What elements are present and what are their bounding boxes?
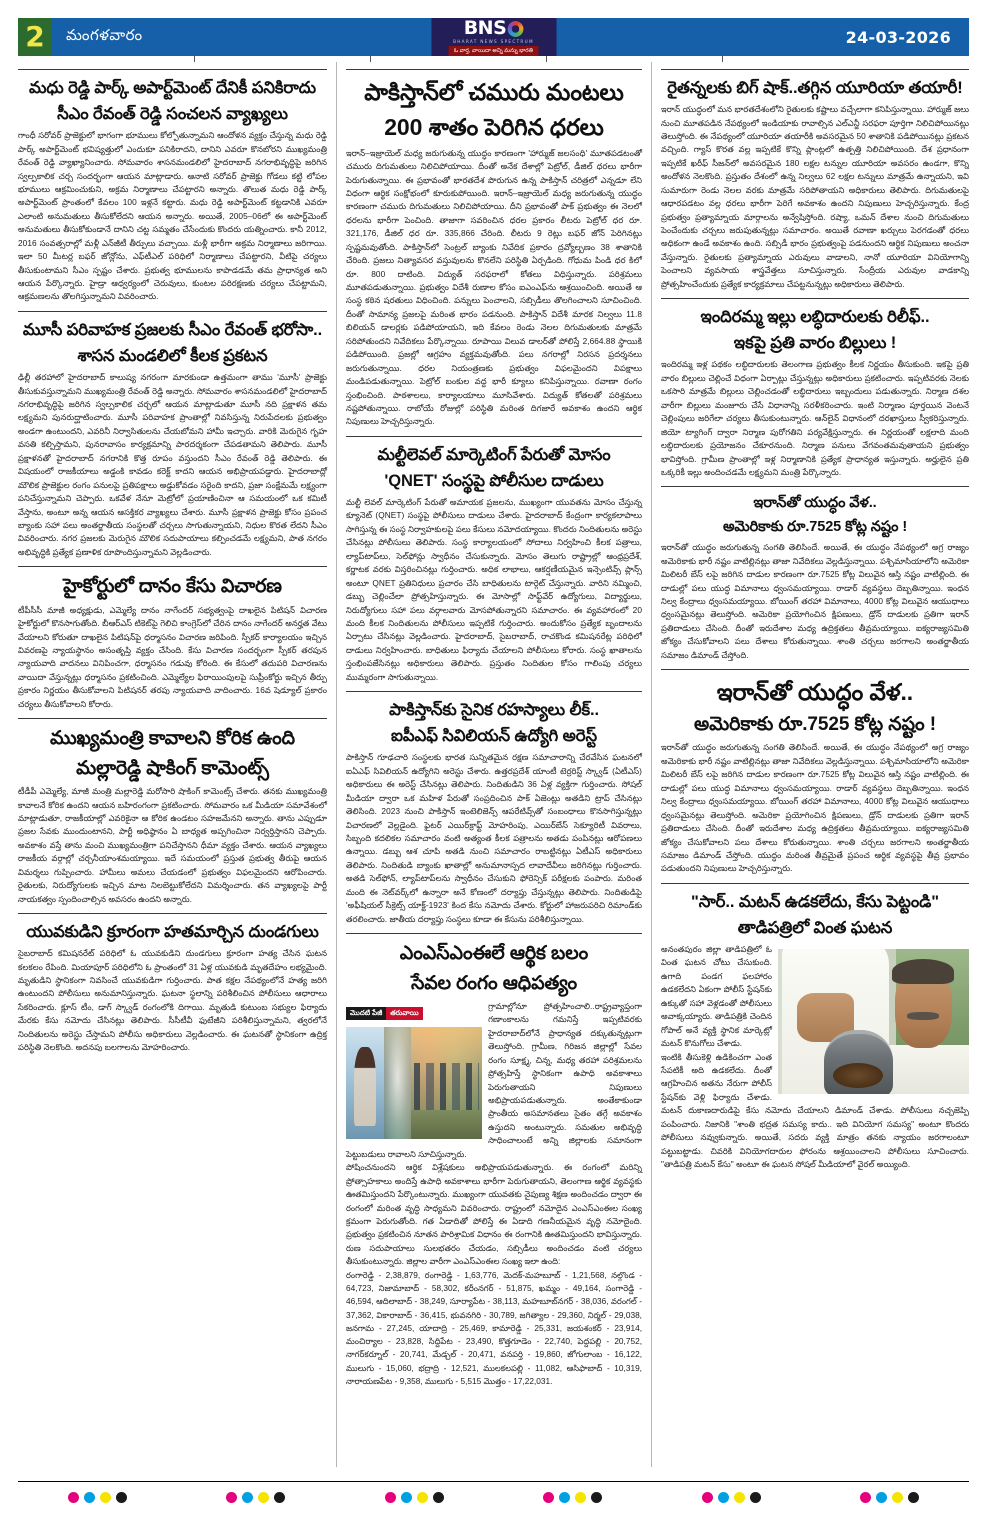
article-msme-economy [346,941,642,1388]
divider [661,669,969,670]
reg-dot-yellow [892,1492,903,1503]
reg-dot-cyan [84,1492,95,1503]
article-pakistan-oil-prices [346,77,642,429]
divider [661,486,969,487]
reg-dot-cyan [401,1492,412,1503]
reg-dot-black [116,1492,127,1503]
article-body: ఇందిరమ్మ ఇళ్ల పథకం లబ్ధిదారులకు తెలంగాణ ప్రభుత్వం కీలక నిర్ణయం తీసుకుంది. ఇకపై ప్రతి వారం బిల్లులు చెల్లించే విధంగా ఏర్పాట్లు చేస్తున్నట్లు అధికారులు ప్రకటించారు. ఇప్పటివరకు నెలకు ఒకసారి మాత్రమే బిల్లులు చెల్లించడంతో లబ్ధిదారులు ఇబ్బందులు పడుతున్నారు. నిర్మాణ దశల వారీగా బిల్లులు మంజూరు చేసే విధానాన్ని సరళీకరించారు. ఇంటి నిర్మాణం పూర్తయిన వెంటనే చెల్లింపులు జరిగేలా చర్యలు తీసుకుంటున్నారు. ఆన్‌లైన్ విధానంలో దరఖాస్తులు స్వీకరిస్తున్నారు. జియో ట్యాగింగ్ ద్వారా నిర్మాణ పురోగతిని పర్యవేక్షిస్తున్నారు. ఈ నిర్ణయంతో లక్షలాది మంది లబ్ధిదారులకు ప్రయోజనం చేకూరనుంది. నిర్మాణ పనులు వేగవంతమవుతాయని ప్రభుత్వం భావిస్తోంది. గ్రామీణ ప్రాంతాల్లో ఇళ్ల నిర్మాణానికి ప్రత్యేక ప్రాధాన్యత ఇస్తున్నారు. అర్హులైన ప్రతి ఒక్కరికీ ఇల్లు అందించడమే లక్ష్యమని మంత్రి పేర్కొన్నారు. [661,359,969,477]
article-body: మల్టీ లెవల్ మార్కెటింగ్ పేరుతో అమాయక ప్రజలను, ముఖ్యంగా యువతను మోసం చేస్తున్న క్యూనెట్ (QNET) సంస్థపై పోలీసులు దాడులు చేశారు. హైదరాబాద్ కేంద్రంగా కార్యకలాపాలు సాగిస్తున్న ఈ సంస్థ నిర్వాహకులపై పలు కేసులు నమోదయ్యాయి. కొందరు నిందితులను అరెస్టు చేసినట్లు పోలీసులు తెలిపారు. సంస్థ కార్యాలయంలో సోదాలు నిర్వహించి కీలక పత్రాలు, ల్యాప్‌టాప్‌లు, సెల్‌ఫోన్లు స్వాధీనం చేసుకున్నారు. మోసం తెలుగు రాష్ట్రాల్లో ఆంధ్రప్రదేశ్, కర్ణాటక వరకు విస్తరించినట్లు గుర్తించారు. అధిక లాభాలు, ఆకర్షణీయమైన ఇన్సెంటివ్స్ ప్లాన్స్ అంటూ QNET ప్రతినిధులు ప్రచారం చేసి బాధితులను టార్గెట్ చేస్తున్నారు. వారిని నమ్మించి, డబ్బు చెల్లించేలా ప్రోత్సహిస్తున్నారు. ఈ మోసాల్లో సాఫ్ట్‌వేర్ ఉద్యోగులు, విద్యార్థులు, నిరుద్యోగులు సహా పలు వర్గాలవారు మోసపోతున్నారని సమాచారం. ఈ వ్యవహారంలో 20 మంది కీలక నిందితులను పోలీసులు ఇప్పటికే గుర్తించారు. అందుకోసం ప్రత్యేక బృందాలను ఏర్పాటు చేసినట్లు వెల్లడించారు. హైదరాబాద్, సైబరాబాద్, రాచకొండ కమిషనరేట్ల పరిధిలో దాడులు నిర్వహించారు. బాధితులు ఫిర్యాదు చేయాలని పోలీసులు కోరారు. సంస్థ ఖాతాలను స్తంభింపజేసినట్లు అధికారులు తెలిపారు. ప్రస్తుతం నిందితుల కోసం గాలింపు చర్యలు ముమ్మరంగా సాగుతున్నాయి. [346,497,642,682]
headline-primary: "సార్.. మటన్ ఉడకలేదు, కేసు పెట్టండి" [691,892,939,911]
reg-dot-magenta [543,1492,554,1503]
registration-group [385,1492,444,1503]
msme-photo-block [346,1002,482,1144]
reg-dot-yellow [100,1492,111,1503]
photo-second-person-body [889,1045,969,1094]
headline-secondary: సేవల రంగం ఆధిపత్యం [410,972,578,994]
logo-letters: BNS [463,17,507,39]
article-body: పాకిస్తాన్ గూఢచారి సంస్థలకు భారత సున్నితమైన రక్షణ సమాచారాన్ని చేరవేసిన ఘటనలో ఐఏఎఫ్ సివిలియన్ ఉద్యోగిని అరెస్టు చేశారు. ఉత్తరప్రదేశ్ యాంటీ టెర్రరిస్ట్ స్క్వాడ్ (ఏటీఎస్) అధికారులు ఈ అరెస్ట్ చేసినట్లు తెలిపారు. నిందితుడిని 36 ఏళ్ల వ్యక్తిగా గుర్తించారు. సోషల్ మీడియా ద్వారా ఒక మహిళ పేరుతో సంప్రదించిన పాక్ ఏజెంట్లు అతడిని ట్రాప్ చేసినట్లు తెలిసింది. 2023 నుంచి పాకిస్తాన్ ఇంటెలిజెన్స్ ఆపరేటివ్స్‌తో సంబంధాలు కొనసాగిస్తున్నట్లు విచారణలో వెల్లడైంది. ఫైటర్ ఎయిర్‌క్రాఫ్ట్ మోహరింపు, ఎయిర్‌బేస్ సెక్యూరిటీ వివరాలు, సిబ్బంది కదలికల సమాచారం వంటి అత్యంత కీలక పత్రాలను అతడు పంపినట్లు ఆరోపణలు ఉన్నాయి. డబ్బు ఆశ చూపి అతడి నుంచి సమాచారం రాబట్టినట్లు ఏటీఎస్ అధికారులు తెలిపారు. నిందితుడి బ్యాంకు ఖాతాల్లో అనుమానాస్పద లావాదేవీలు జరిగినట్లు గుర్తించారు. అతడి సెల్‌ఫోన్, ల్యాప్‌టాప్‌లను స్వాధీనం చేసుకుని ఫోరెన్సిక్ పరీక్షలకు పంపారు. మరింత మంది ఈ నెట్‌వర్క్‌లో ఉన్నారా అనే కోణంలో దర్యాప్తు చేస్తున్నట్లు తెలిపారు. నిందితుడిపై 'అఫీషియల్ సీక్రెట్స్ యాక్ట్-1923' కింద కేసు నమోదు చేశారు. కోర్టులో హాజరుపరిచి రిమాండ్‌కు తరలించారు. జాతీయ దర్యాప్తు సంస్థలు కూడా ఈ కేసును పరిశీలిస్తున్నాయి. [346,752,642,924]
bns-logo [431,18,556,56]
article-body: పోషించనుందని ఆర్థిక విశ్లేషకులు అభిప్రాయపడుతున్నారు. ఈ రంగంలో మరిన్ని ప్రోత్సాహకాలు అందిస్తే ఉపాధి అవకాశాలు భారీగా పెరుగుతాయని, తెలంగాణ ఆర్థిక వ్యవస్థకు ఊతమిస్తుందని పేర్కొంటున్నారు. ముఖ్యంగా యువతకు నైపుణ్య శిక్షణ అందించడం ద్వారా ఈ రంగంలో మరింత వృద్ధి సాధ్యమని వివరించారు. రాష్ట్రంలో నమోదైన ఎంఎస్ఎంఈల సంఖ్య క్రమంగా పెరుగుతోంది. గత ఏడాదితో పోలిస్తే ఈ ఏడాది గణనీయమైన వృద్ధి నమోదైంది. ప్రభుత్వం ప్రకటించిన నూతన పారిశ్రామిక విధానం ఈ రంగానికి ఊతమిస్తుందని భావిస్తున్నారు. రుణ సదుపాయాలు సులభతరం చేయడం, సబ్సిడీలు అందించడం వంటి చర్యలు తీసుకుంటున్నారు. జిల్లాల వారీగా ఎంఎస్ఎంఈల సంఖ్య ఇలా ఉంది: [346,1162,642,1267]
registration-group [860,1492,919,1503]
reg-dot-magenta [226,1492,237,1503]
reg-dot-cyan [242,1492,253,1503]
article-body-intro: గ్రామాల్లోనూ ప్రోత్సహించాలి..రాష్ట్రవ్యాప్తంగా గణాంకాలను గమనిస్తే ఇప్పటివరకు హైదరాబాద్‌లోనే ప్రాధాన్యత దక్కుతున్నట్లుగా తెలుస్తోంది. గ్రామీణ, గిరిజన జిల్లాల్లో సేవల రంగం సూక్ష్మ, చిన్న, మధ్య తరహా పరిశ్రమలను ప్రోత్సహిస్తే స్థానికంగా ఉపాధి అవకాశాలు పెరుగుతాయని నిపుణులు అభిప్రాయపడుతున్నారు. అంతేకాకుండా ప్రాంతీయ అసమానతలు సైతం తగ్గే అవకాశం ఉస్తుదని అంటున్నారు. సమతుల అభివృద్ధి సాధించాలంటే అన్ని జిల్లాలకు సమానంగా పెట్టుబడులు రావాలని సూచిస్తున్నారు. [346,1000,642,1159]
headline-primary: రైతన్నలకు బిగ్ షాక్..తగ్గిన యూరియా తయారీ! [667,79,963,97]
headline-primary: హైకోర్టులో దానం కేసు విచారణ [63,576,282,598]
headline-primary: ముఖ్యమంత్రి కావాలని కోరిక ఉంది [49,728,295,750]
badge-part-2: తరువాయి [386,1007,422,1020]
logo-subtitle: BHARAT NEWS SPECTRUM [453,39,534,44]
reg-dot-cyan [718,1492,729,1503]
divider [346,69,642,70]
headline-primary: ఇందిరమ్మ ఇల్లు లబ్ధిదారులకు రిలీఫ్.. [700,308,930,327]
man-with-pot-photo [778,949,969,1094]
reg-dot-black [274,1492,285,1503]
headline-primary: పాకిస్తాన్‌కు సైనిక రహస్యాలు లీక్.. [389,701,599,720]
article-qnet-raids [346,444,642,684]
divider [346,691,642,692]
badge-part-1: మొదటి పేజీ [346,1007,386,1020]
article-body: ఇరాన్ యుద్ధంలో మన భారతదేశంలోని రైతులకు కష్టాలు వచ్చేలాగా కనిపిస్తున్నాయి. హార్ముజ్ జలు నుంచి మూతపడిన నేపథ్యంలో ఇండియాకు రావాల్సిన ఎల్ఎన్జీ సరఫరా పూర్తిగా నిలిచిపోయినట్లు తెలుస్తోంది. ఈ నేపథ్యంలో యూరియా తయారీకి అవసరమైన 50 శాతానికి పడిపోయినట్లు ప్రకటన వచ్చింది. గ్యాస్ కొరత వల్ల ఇప్పటికే కొన్ని ప్లాంట్లలో ఉత్పత్తి నిలిచిపోయింది. దేశ ప్రధానంగా ఇప్పటికే ఖరీఫ్ సీజన్‌లో అవసరమైన 180 లక్షల టన్నుల యూరియా అవసరం ఉండగా, కొన్ని అందోళన నెలకొంది. ప్రస్తుతం దేశంలో ఉన్న నిల్వలు 62 లక్షల టన్నులు మాత్రమే ఉన్నాయని, ఇవి సుమారుగా రెండు నెలల వరకు మాత్రమే సరిపోతాయని అధికారులు తెలిపారు. దిగుమతులపై ఆధారపడటం వల్ల ధరలు భారీగా పెరిగే అవకాశం ఉందని నిపుణులు హెచ్చరిస్తున్నారు. కేంద్ర ప్రభుత్వం ప్రత్యామ్నాయ మార్గాలను అన్వేషిస్తోంది. రష్యా, ఒమన్ దేశాల నుంచి దిగుమతులు పెంచేందుకు చర్చలు జరుపుతున్నట్లు సమాచారం. అయితే రవాణా ఖర్చులు పెరగడంతో ధరలు అధికంగా ఉండే అవకాశం ఉంది. సబ్సిడీ భారం ప్రభుత్వంపై పడనుందని ఆర్థిక నిపుణులు అంచనా వేస్తున్నారు. రైతులకు ప్రత్యామ్నాయ ఎరువులు వాడాలని, నానో యూరియా వినియోగాన్ని పెంచాలని వ్యవసాయ శాస్త్రవేత్తలు సూచిస్తున్నారు. సేంద్రీయ ఎరువుల వాడకాన్ని ప్రోత్సహించేందుకు ప్రత్యేక కార్యక్రమాలు చేపట్టనున్నట్లు అధికారులు తెలిపారు. [661,104,969,289]
reg-dot-black [433,1492,444,1503]
logo-letters-row [464,19,524,38]
headline-secondary: 'QNET' సంస్థపై పోలీసుల దాడులు [384,471,604,490]
continuation-badge [346,1007,423,1020]
issue-date: 24-03-2026 [845,27,951,47]
column-3 [652,62,969,1467]
reg-dot-black [750,1492,761,1503]
divider [18,718,327,719]
headline-primary: ఇరాన్‌తో యుద్ధం వేళ.. [716,679,914,706]
cmyk-registration-bar [18,1481,969,1507]
district-statistics: రంగారెడ్డి - 2,38,879, రంగారెడ్డి - 1,63,776, మెదక్-మహబూబ్ - 1,21,568, నల్గొండ - 64,723, నిజామాబాద్ - 58,302, కరీంనగర్ - 51,875, ఖమ్మం - 49,164, సంగారెడ్డి - 46,594, ఆదిలాబాద్ - 38,249, సూర్యాపేట - 38,113, మహబూబ్‌నగర్ - 38,036, వరంగల్ - 37,362, వికారాబాద్ - 36,415, భువనగిరి - 30,789, జగిత్యాల - 29,360, నిర్మల్ - 29,038, జనగామ - 27,245, యాదాద్రి - 25,469, కామారెడ్డి - 25,331, జయశంకర్ - 23,914, మంచిర్యాల - 23,828, సిద్దిపేట - 23,490, కొత్తగూడెం - 22,740, పెద్దపల్లి - 20,752, నాగర్‌కర్నూల్ - 20,741, మేడ్చల్ - 20,471, వనపర్తి - 19,860, జోగులాంబ - 16,122, ములుగు - 15,060, భద్రాద్రి - 12,521, ములకలపల్లి - 11,082, ఆసిఫాబాద్ - 10,319, నారాయణపేట - 9,358, ములుగు - 5,515 మొత్తం - 17,22,031. [346,1269,642,1386]
divider [346,933,642,934]
article-mutton-complaint [661,891,969,1172]
divider [18,311,327,312]
headline-secondary: సీఎం రేవంత్ రెడ్డి సంచలన వ్యాఖ్యలు [57,105,288,124]
divider [18,69,327,70]
article-madhu-reddy-park [18,77,327,304]
article-columns [18,62,969,1467]
article-musi-assurance [18,319,327,559]
city-skyline-graphic [411,1027,482,1139]
reg-dot-black [591,1492,602,1503]
article-indiramma-housing-relief [661,306,969,479]
article-body-lead: అనంతపురం జిల్లా తాడిపత్రిలో ఓ వింత ఘటన చోటు చేసుకుంది. ఉగాది పండగ ఫలహారం ఉడకలేదని ఏకంగా పోలీస్ స్టేషన్‌కు ఉక్కుతో సహా వెళ్లడంతో పోలీసులు అవాక్కయ్యారు. తాడిపత్రికి చెందిన గోపాల్ అనే వ్యక్తి స్థానిక మార్కెట్లో మటన్ కొనుగోలు చేశాడు. [661,944,773,1049]
photo-cooking-pot [824,1030,893,1094]
spectrum-swirl-icon [507,21,523,37]
reg-dot-cyan [559,1492,570,1503]
headline-secondary: అమెరికాకు రూ.7525 కోట్ల నష్టం ! [722,518,908,535]
reg-dot-magenta [68,1492,79,1503]
page-number: 2 [18,18,52,56]
reg-dot-magenta [860,1492,871,1503]
column-2 [336,62,652,1467]
headline-secondary: మల్లారెడ్డి షాకింగ్ కామెంట్స్ [76,757,269,779]
reg-dot-black [908,1492,919,1503]
article-body: గాంధీ సరోవర్ ప్రాజెక్టులో భాగంగా భూములు కోల్పోతున్నామని ఆందోళన వ్యక్తం చేస్తున్న మధు రెడ్డి పార్క్ అపార్ట్‌మెంట్ భవిష్యత్తులో ఎందుకూ పనికిరాదని, దానిని ఎవరూ కొనబోరని ముఖ్యమంత్రి రేవంత్ రెడ్డి వ్యాఖ్యానించారు. సోమవారం శాసనమండలిలో హైదరాబాద్ నగరాభివృద్ధిపై జరిగిన స్వల్పకాలిక చర్చ సందర్భంగా ఆయన మాట్లాడారు. ఆనాటి సరోవర్ ప్రాజెక్టు గోడలు కట్టి లోపల భూములు ఆక్రమించుకుని, అక్రమ నిర్మాణాలు చేపట్టారని అన్నారు. తొలుత మధు రెడ్డి పార్క్ అపార్ట్‌మెంట్ ప్రాంతంలో కేవలం 100 ఇళ్లనే కట్టారు. మధు రెడ్డి అపార్ట్‌మెంట్ కట్టడానికి ఎవరూ ఎలాంటి అనుమతులు తీసుకోలేదని ఆయన అన్నారు. అయితే, 2005–06లో ఈ అపార్ట్‌మెంట్ అనుమతులు తీసుకోకుండానే దానిని చట్ట సమ్మతం చేసేందుకు కొందరు యత్నించారు. కానీ 2012, 2016 సంవత్సరాల్లో మళ్లీ ఎన్‌జీటీ తీర్పులు వచ్చాయి. మళ్లీ భారీగా అక్రమ నిర్మాణాలు జరిగాయి. ఇలా 50 మీటర్ల బఫర్ జోన్లోను, ఎఫ్‌టీఎల్ పరిధిలో నిర్మాణాలు చేపట్టారని, వీటిపై చర్యలు తీసుకుంటామని సీఎం స్పష్టం చేశారు. ప్రభుత్వ భూములను కాపాడడమే తమ ప్రాధాన్యత అని ఆయన పేర్కొన్నారు. హైడ్రా ఆధ్వర్యంలో చెరువులు, కుంటల పరిరక్షణకు చర్యలు చేపట్టామని, ఆక్రమణలను తొలగిస్తున్నామని వివరించారు. [18,130,327,302]
column-1 [18,62,336,1467]
divider [661,883,969,884]
article-body: ఇరాన్‌తో యుద్ధం జరుగుతున్న సంగతి తెలిసిందే. అయితే, ఈ యుద్ధం నేపథ్యంలో అగ్ర రాజ్యం అమెరికాకు భారీ నష్టం వాటిల్లినట్లు తాజా నివేదికలు వెల్లడిస్తున్నాయి. పశ్చిమాసియాలోని అమెరికా మిలిటరీ బేస్ లపై జరిగిన దాడుల కారణంగా రూ.7525 కోట్ల విలువైన ఆస్తి నష్టం వాటిల్లింది. ఈ దాడుల్లో పలు యుద్ధ విమానాలు ధ్వంసమయ్యాయి. రాడార్ వ్యవస్థలు దెబ్బతిన్నాయి. ఇంధన నిల్వ కేంద్రాలు ధ్వంసమయ్యాయి. బోయింగ్ తరహా విమానాలు, 4000 కోట్ల విలువైన ఆయుధాలు ధ్వంసమైనట్లు తెలుస్తోంది. అమెరికా ప్రయోగించిన క్షిపణులు, డ్రోన్ దాడులకు ప్రతిగా ఇరాన్ ప్రతిదాడులు చేసింది. దీంతో ఇరుదేశాల మధ్య ఉద్రిక్తతలు తీవ్రమయ్యాయి. ఐక్యరాజ్యసమితి జోక్యం చేసుకోవాలని పలు దేశాలు కోరుతున్నాయి. శాంతి చర్చలు జరగాలని అంతర్జాతీయ సమాజం డిమాండ్ చేస్తోంది. యుద్ధం మరింత తీవ్రమైతే ప్రపంచ ఆర్థిక వ్యవస్థపై తీవ్ర ప్రభావం పడుతుందని నిపుణులు హెచ్చరిస్తున్నారు. [661,742,969,874]
photo-hair [892,959,954,984]
city-infographic-photo [346,1027,482,1139]
headline-primary: మధు రెడ్డి పార్క్ అపార్ట్‌మెంట్ దేనికీ పనికిరాదు [28,79,317,97]
headline-primary: ఎంఎస్ఎంఈలే ఆర్థిక బలం [399,943,589,965]
article-highcourt-danam-case [18,574,327,711]
weekday-label: మంగళవారం [66,26,143,44]
photo-face [895,964,952,1048]
divider [18,913,327,914]
article-body: ఇరాన్‌తో యుద్ధం జరుగుతున్న సంగతి తెలిసిందే. అయితే, ఈ యుద్ధం నేపథ్యంలో అగ్ర రాజ్యం అమెరికాకు భారీ నష్టం వాటిల్లినట్లు తాజా నివేదికలు వెల్లడిస్తున్నాయి. పశ్చిమాసియాలోని అమెరికా మిలిటరీ బేస్ లపై జరిగిన దాడుల కారణంగా రూ.7525 కోట్ల విలువైన ఆస్తి నష్టం వాటిల్లింది. ఈ దాడుల్లో పలు యుద్ధ విమానాలు ధ్వంసమయ్యాయి. రాడార్ వ్యవస్థలు దెబ్బతిన్నాయి. ఇంధన నిల్వ కేంద్రాలు ధ్వంసమయ్యాయి. బోయింగ్ తరహా విమానాలు, 4000 కోట్ల విలువైన ఆయుధాలు ధ్వంసమైనట్లు తెలుస్తోంది. అమెరికా ప్రయోగించిన క్షిపణులు, డ్రోన్ దాడులకు ప్రతిగా ఇరాన్ ప్రతిదాడులు చేసింది. దీంతో ఇరుదేశాల మధ్య ఉద్రిక్తతలు తీవ్రమయ్యాయి. ఐక్యరాజ్యసమితి జోక్యం చేసుకోవాలని పలు దేశాలు కోరుతున్నాయి. శాంతి చర్చలు జరగాలని అంతర్జాతీయ సమాజం డిమాండ్ చేస్తోంది. [661,542,969,660]
article-mallareddy-comments [18,726,327,906]
reg-dot-yellow [575,1492,586,1503]
headline-secondary: తాడిపత్రిలో వింత ఘటన [737,918,893,937]
registration-group [543,1492,602,1503]
article-body: ఢిల్లీ తరహాలో హైదరాబాద్ కాలుష్య నగరంగా మారకుండా ఉత్తమంగా తాము 'మూసీ' ప్రాజెక్టు తీసుకువస్తున్నామని ముఖ్యమంత్రి రేవంత్ రెడ్డి అన్నారు. సోమవారం శాసనమండలిలో హైదరాబాద్ నగరాభివృద్ధిపై జరిగిన స్వల్పకాలిక చర్చలో ఆయన మాట్లాడుతూ మూసీ నది ప్రక్షాళన తమ లక్ష్యమని పునరుద్ఘాటించారు. మూసీ పరివాహక ప్రాంతాల్లో నివసిస్తున్న నిరుపేదలకు ప్రభుత్వం అండగా ఉంటుందని, ఎవరినీ నిర్వాసితులను చేయబోమని హామీ ఇచ్చారు. వారికి మెరుగైన గృహ వసతి కల్పిస్తామని, పునరావాసం కార్యక్రమాన్ని పారదర్శకంగా చేపడతామని తెలిపారు. మూసీ ప్రక్షాళనతో హైదరాబాద్ నగరానికి కొత్త రూపం వస్తుందని సీఎం రేవంత్ రెడ్డి తెలిపారు. ఈ విషయంలో రాజకీయాలు అడ్డంకి కావడం కరెక్ట్ కాదని ఆయన అభిప్రాయపడ్డారు. హైదరాబాద్లో మౌలిక ప్రాజెక్టుల రంగం పనులపై ప్రతిపక్షాలు అడ్డుకోవడం సరైంది కాదని, ప్రజా సంక్షేమమే లక్ష్యంగా పనిచేస్తున్నామని చెప్పారు. ఒకవేళ నేనూ మెట్రోలో ప్రయాణించినా ఆ సమయంలో ఒక కమిటీ వేస్తాను, అంటూ అన్న ఆయన ఆసక్తికర వ్యాఖ్యలు చేశారు. మూసీ ప్రక్షాళన ప్రాజెక్టు కోసం ప్రపంచ బ్యాంకు సహా పలు అంతర్జాతీయ సంస్థలతో చర్చలు సాగుతున్నాయని, నిధుల కొరత లేదని సీఎం వివరించారు. నగర ప్రజలకు మెరుగైన మౌలిక సదుపాయాలు కల్పించడమే లక్ష్యమని, పాత నగరం అభివృద్ధికి ప్రత్యేక ప్రణాళిక రూపొందిస్తున్నామని వెల్లడించారు. [18,372,327,557]
article-body: టీడీపీ ఎమ్మెల్యే, మాజీ మంత్రి మల్లారెడ్డి మరోసారి షాకింగ్ కామెంట్స్ చేశారు. తనకు ముఖ్యమంత్రి కావాలనే కోరిక ఉందని ఆయన బహిరంగంగా ప్రకటించారు. సోమవారం ఒక మీడియా సమావేశంలో మాట్లాడుతూ, రాజకీయాల్లో ఎవరికైనా ఆ కోరిక ఉండటం సహజమేనని అన్నారు. తాను ఎప్పుడూ ప్రజల సేవకు ముందుంటానని, పార్టీ అధిష్ఠానం ఏ బాధ్యత అప్పగించినా నిర్వర్తిస్తానని చెప్పారు. అవకాశం వస్తే తాను మంచి ముఖ్యమంత్రిగా పనిచేస్తానని ధీమా వ్యక్తం చేశారు. ఆయన వ్యాఖ్యలు రాజకీయ వర్గాల్లో చర్చనీయాంశమయ్యాయి. ఇదే సమయంలో ప్రస్తుత ప్రభుత్వ తీరుపై ఆయన విమర్శలు గుప్పించారు. హామీలు అమలు చేయడంలో ప్రభుత్వం విఫలమైందని ఆరోపించారు. రైతులకు, నిరుద్యోగులకు ఇచ్చిన మాట నిలబెట్టుకోలేదని విమర్శించారు. తన వ్యాఖ్యలపై పార్టీ నాయకత్వం స్పందించాల్సిన అవసరం ఉందని అన్నారు. [18,786,327,904]
reg-dot-magenta [702,1492,713,1503]
registration-group [226,1492,285,1503]
headline-secondary: అమెరికాకు రూ.7525 కోట్ల నష్టం ! [694,713,936,735]
article-iran-war-us-losses-small [661,494,969,662]
headline-primary: పాకిస్తాన్‌లో చమురు మంటలు [364,79,624,105]
headline-secondary: శాసన మండలిలో కీలక ప్రకటన [77,347,268,366]
headline-secondary: 200 శాతం పెరిగిన ధరలు [384,113,604,140]
mutton-photo-block [778,945,969,1099]
reg-dot-magenta [385,1492,396,1503]
article-body: టీపీసీసీ మాజీ అధ్యక్షుడు, ఎమ్మెల్యే దానం నాగేందర్ సభ్యత్వంపై దాఖలైన పిటిషన్ విచారణ హైకోర్టులో కొనసాగుతోంది. బీఆర్ఎస్ టికెట్‌పై గెలిచి కాంగ్రెస్‌లో చేరిన దానం నాగేందర్ అనర్హత వేటు వేయాలని కోరుతూ దాఖలైన పిటిషన్‌పై ధర్మాసనం విచారణ జరిపింది. స్పీకర్ కార్యాలయం ఇచ్చిన వివరణపై న్యాయస్థానం అసంతృప్తి వ్యక్తం చేసింది. కేసు విచారణ సందర్భంగా స్పీకర్ తరపున న్యాయవాది వాదనలు వినిపించగా, ధర్మాసనం గడువు కోరింది. ఈ కేసులో తదుపరి విచారణను వాయిదా వేస్తున్నట్లు ధర్మాసనం ప్రకటించింది. ఎమ్మెల్యేల ఫిరాయింపులపై సుప్రీంకోర్టు ఇచ్చిన తీర్పు ప్రకారం నిర్ణయం తీసుకోవాలని పిటిషనర్ తరపు న్యాయవాది వాదించారు. 16వ షెడ్యూల్ ప్రకారం చర్యలు తీసుకోవాలని కోరారు. [18,604,327,709]
headline-primary: ఇరాన్‌తో యుద్ధం వేళ.. [753,495,877,512]
headline-primary: మల్టీలెవల్ మార్కెటింగ్ పేరుతో మోసం [377,445,611,464]
reg-dot-yellow [734,1492,745,1503]
headline-primary: యువకుడిని క్రూరంగా హతమార్చిన దుండగులు [26,923,319,942]
headline-primary: మూసీ పరివాహక ప్రజలకు సీఎం రేవంత్ భరోసా.. [22,320,323,339]
divider [661,69,969,70]
registration-group [702,1492,761,1503]
divider [346,436,642,437]
article-urea-shortage [661,77,969,291]
logo-tagline: ఓ వార్త, వాయిదా అన్ని మన్ను భారతి [448,46,539,56]
article-iran-war-us-losses-large [661,677,969,876]
reg-dot-yellow [258,1492,269,1503]
presenter-figure [346,1027,384,1139]
article-military-secrets-leak [346,699,642,926]
masthead [18,18,969,56]
reg-dot-cyan [876,1492,887,1503]
telangana-map-graphic [384,1027,411,1139]
headline-secondary: ఇకపై ప్రతి వారం బిల్లులు ! [733,334,897,353]
article-youth-murder [18,921,327,1055]
article-body: ఇరాన్–ఇజ్రాయెల్ మధ్య జరుగుతున్న యుద్ధం కారణంగా 'హార్ముజ్ జలసంధి' మూతపడటంతో చమురు దిగుమతులు నిలిచిపోయాయి. దీంతో అనేక దేశాల్లో పెట్రోల్, డీజిల్ ధరలు భారీగా పెరుగుతున్నాయి. ఈ ప్రభావంతో భారతదేశ పొరుగున ఉన్న పాకిస్తాన్ చరిత్రలో ఎన్నడూ లేని విధంగా ఆర్థిక సంక్షోభంలో కూరుకుపోయింది. ఇరాన్–ఇజ్రాయెల్ మధ్య జరుగుతున్న యుద్ధం కారణంగా చమురు దిగుమతులు నిలిచిపోయాయి. దీని ప్రభావంతో పాక్ ప్రభుత్వం ఈ నెలలో ధరలను భారీగా పెంచింది. తాజాగా సవరించిన ధరల ప్రకారం లీటరు పెట్రోల్ ధర రూ. 321,176, డీజిల్ ధర రూ. 335,866 చేరింది. లీటరు 9 రెట్లు బఫర్ జోన్ పెరిగినట్లు స్పష్టమవుతోంది. పాకిస్తాన్‌లో సెంట్రల్ బ్యాంకు నివేదిక ప్రకారం ద్రవ్యోల్బణం 38 శాతానికి చేరింది. ప్రజలు నిత్యావసర వస్తువులను కొనలేని పరిస్థితి ఏర్పడింది. గోధుమ పిండి ధర కిలో రూ. 800 దాటింది. విద్యుత్ సరఫరాలో కోతలు విధిస్తున్నారు. పరిశ్రమలు మూతపడుతున్నాయి. ప్రభుత్వం విదేశీ రుణాల కోసం ఐఎంఎఫ్‌ను ఆశ్రయించింది. అయితే ఆ సంస్థ కఠిన షరతులు విధించింది. పన్నులు పెంచాలని, సబ్సిడీలు తొలగించాలని సూచించింది. దీంతో సామాన్య ప్రజలపై మరింత భారం పడనుంది. పాకిస్తాన్ విదేశీ మారక నిల్వలు 11.8 బిలియన్ డాలర్లకు పడిపోయాయని, ఇది కేవలం రెండు నెలల దిగుమతులకు మాత్రమే సరిపోతుందని నివేదికలు పేర్కొన్నాయి. రూపాయి విలువ డాలర్‌తో పోలిస్తే 2,664.88 స్థాయికి పడిపోయింది. ప్రజల్లో ఆగ్రహం వ్యక్తమవుతోంది. పలు నగరాల్లో నిరసన ప్రదర్శనలు జరుగుతున్నాయి. ధరల నియంత్రణకు ప్రభుత్వం విఫలమైందని విపక్షాలు మండిపడుతున్నాయి. పెట్రోల్ బంకుల వద్ద భారీ క్యూలు కనిపిస్తున్నాయి. రవాణా రంగం స్తంభించింది. పాఠశాలలు, కార్యాలయాలు మూసివేశారు. విద్యుత్ కోతలతో పరిశ్రమలు నష్టపోతున్నాయి. రాబోయే రోజుల్లో పరిస్థితి మరింత దిగజారే అవకాశం ఉందని ఆర్థిక నిపుణులు హెచ్చరిస్తున్నారు. [346,147,642,427]
divider [18,566,327,567]
reg-dot-yellow [417,1492,428,1503]
registration-group [68,1492,127,1503]
photo-moustache [907,1012,939,1020]
divider [661,298,969,299]
headline-secondary: ఐపీఎఫ్ సివిలియన్ ఉద్యోగి అరెస్ట్ [391,727,597,746]
article-body: ఇంటికి తీసుకెళ్లి ఉడికించగా ఎంత సేపటికీ అది ఉడకలేదు. దీంతో ఆగ్రహించిన అతను నేరుగా పోలీస్ స్టేషన్‌కు వెళ్లి ఫిర్యాదు చేశాడు. మటన్ దుకాణదారుడిపై కేసు నమోదు చేయాలని డిమాండ్ చేశాడు. పోలీసులు నచ్చజెప్పి పంపించారు. నిజానికి "శాంతి భద్రత సమస్య కాదు.. ఇది వినియోగ సమస్య" అంటూ కొందరు పోలీసులు నవ్వుకున్నారు. అయితే, సదరు వ్యక్తి మాత్రం తనకు న్యాయం జరగాలంటూ పట్టుబట్టాడు. చివరికి వినియోగదారుల ఫోరంను ఆశ్రయించాలని పోలీసులు సూచించారు. "తాడిపత్రి మటన్ కేసు" అంటూ ఈ ఘటన సోషల్ మీడియాలో వైరల్ అయ్యింది. [661,1051,969,1170]
article-body: సైబరాబాద్ కమిషనరేట్ పరిధిలో ఓ యువకుడిని దుండగులు క్రూరంగా హత్య చేసిన ఘటన కలకలం రేపింది. మియాపూర్ పరిధిలోని ఓ ప్రాంతంలో 31 ఏళ్ల యువకుడి మృతదేహం లభ్యమైంది. మృతుడిని స్థానికంగా నివసించే యువకుడిగా గుర్తించారు. పాత కక్షల నేపథ్యంలోనే హత్య జరిగి ఉంటుందని పోలీసులు అనుమానిస్తున్నారు. ఘటనా స్థలాన్ని పరిశీలించిన పోలీసులు ఆధారాలు సేకరించారు. క్లూస్ టీం, డాగ్ స్క్వాడ్ రంగంలోకి దిగాయి. మృతుడి కుటుంబ సభ్యుల ఫిర్యాదు మేరకు కేసు నమోదు చేసినట్లు తెలిపారు. సీసీటీవీ ఫుటేజీని పరిశీలిస్తున్నామని, త్వరలోనే నిందితులను అరెస్టు చేస్తామని పోలీసు అధికారులు వెల్లడించారు. ఈ ఘటనతో స్థానికంగా ఉద్రిక్త పరిస్థితి నెలకొంది. అదనపు బలగాలను మోహరించారు. [18,948,327,1053]
